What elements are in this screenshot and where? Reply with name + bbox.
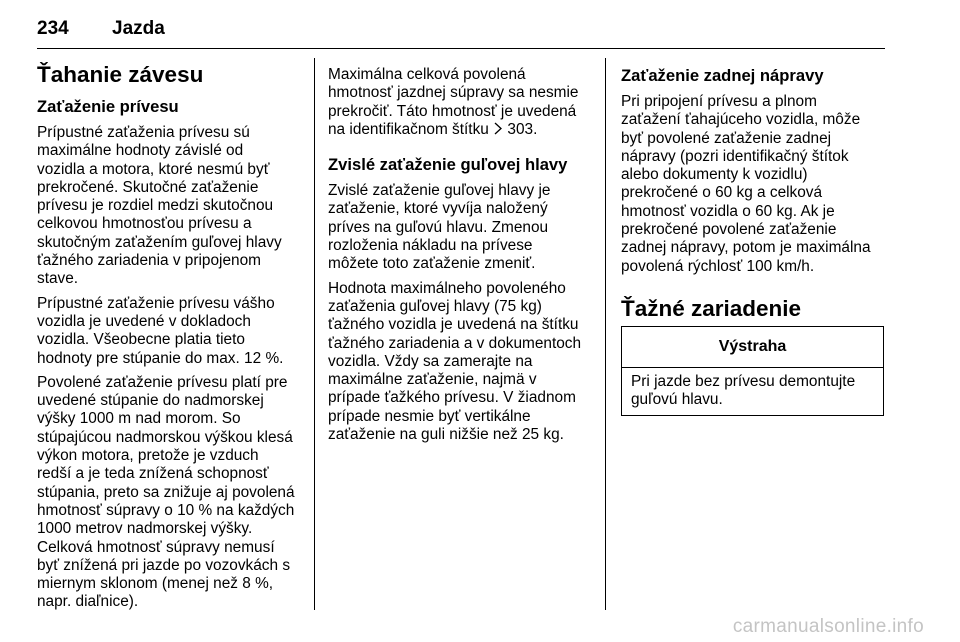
chapter-title: Ťahanie závesu [37,62,204,87]
paragraph: Povolené zaťaženie prívesu platí pre uvedené stúpanie do nadmorskej výšky 1000 m nad morom. So stúpajúcou nadmorskou výškou klesá výkon motora, pretože je vzduch redší a je teda znížená schopnosť stúpania, preto sa znižuje aj povolená hmotnosť súpravy o 10 % na každých 1000 metrov nadmorskej výšky. Celková hmotnosť súpravy nemusí byť znížená pri jazde po vozovkách s miernym sklonom (menej než 8 %, napr. diaľnice). [37,373,295,611]
warning-title: Výstraha [622,327,883,368]
column-divider-2 [605,58,606,610]
paragraph: Zvislé zaťaženie guľovej hlavy je zaťaženie, ktoré vyvíja naložený príves na guľovú hlavu. Zmenou rozloženia nákladu na prívese môžete toto zaťaženie zmeniť. [328,182,551,273]
trailer-load-heading: Zaťaženie prívesu [37,97,179,116]
column-divider-1 [314,58,315,610]
warning-box [621,326,884,416]
watermark: carmanualsonline.info [732,616,924,637]
column-2 [328,66,581,450]
ball-load-heading: Zvislé zaťaženie guľovej hlavy [328,155,568,175]
rear-axle-heading: Zaťaženie zadnej nápravy [621,66,824,85]
header-rule [37,48,885,49]
paragraph: Prípustné zaťaženie prívesu vášho vozidla je uvedené v dokladoch vozidla. Všeobecne platia tieto hodnoty pre stúpanie do max. 12 %. [37,294,284,367]
page-reference[interactable]: 303. [507,120,538,138]
paragraph: Hodnota maximálneho povoleného zaťaženia guľovej hlavy (75 kg) ťažného vozidla je uvedená na štítku ťažného zariadenia a v dokumentoch vozidla. Vždy sa zamerajte na maximálne zaťaženie, najmä v prípade ťažkého prívesu. V žiadnom prípade nesmie byť vertikálne zaťaženie na guli nižšie než 25 kg. [328,279,582,444]
towing-device-title: Ťažné zariadenie [621,295,802,321]
paragraph: Prípustné zaťaženia prívesu sú maximálne hodnoty závislé od vozidla a motora, ktoré nesmú byť prekročené. Skutočné zaťaženie prívesu je rozdiel medzi skutočnou celkovou hmotnosťou prívesu a skutočným zaťažením guľovej hlavy ťažného zariadenia v pripojenom stave. [37,124,282,288]
column-1 [37,62,295,618]
section-title: Jazda [112,18,165,39]
paragraph: Maximálna celková povolená hmotnosť jazdnej súpravy sa nesmie prekročiť. Táto hmotnosť je uvedená na identifikačnom štítku 303. [328,66,581,140]
arrow-ref-icon[interactable] [493,122,503,140]
column-3 [621,66,871,331]
paragraph: Pri pripojení prívesu a plnom zaťažení ťahajúceho vozidla, môže byť povolené zaťaženie zadnej nápravy (pozri identifikačný štítok alebo dokumenty k vozidlu) prekročené o 60 kg a celková hmotnosť vozidla o 60 kg. Ak je prekročené povolené zaťaženie zadnej nápravy, potom je maximálna povolená rýchlosť 100 km/h. [621,93,871,275]
page-number: 234 [37,18,69,39]
warning-text: Pri jazde bez prívesu demontujte guľovú hlavu. [631,373,856,409]
